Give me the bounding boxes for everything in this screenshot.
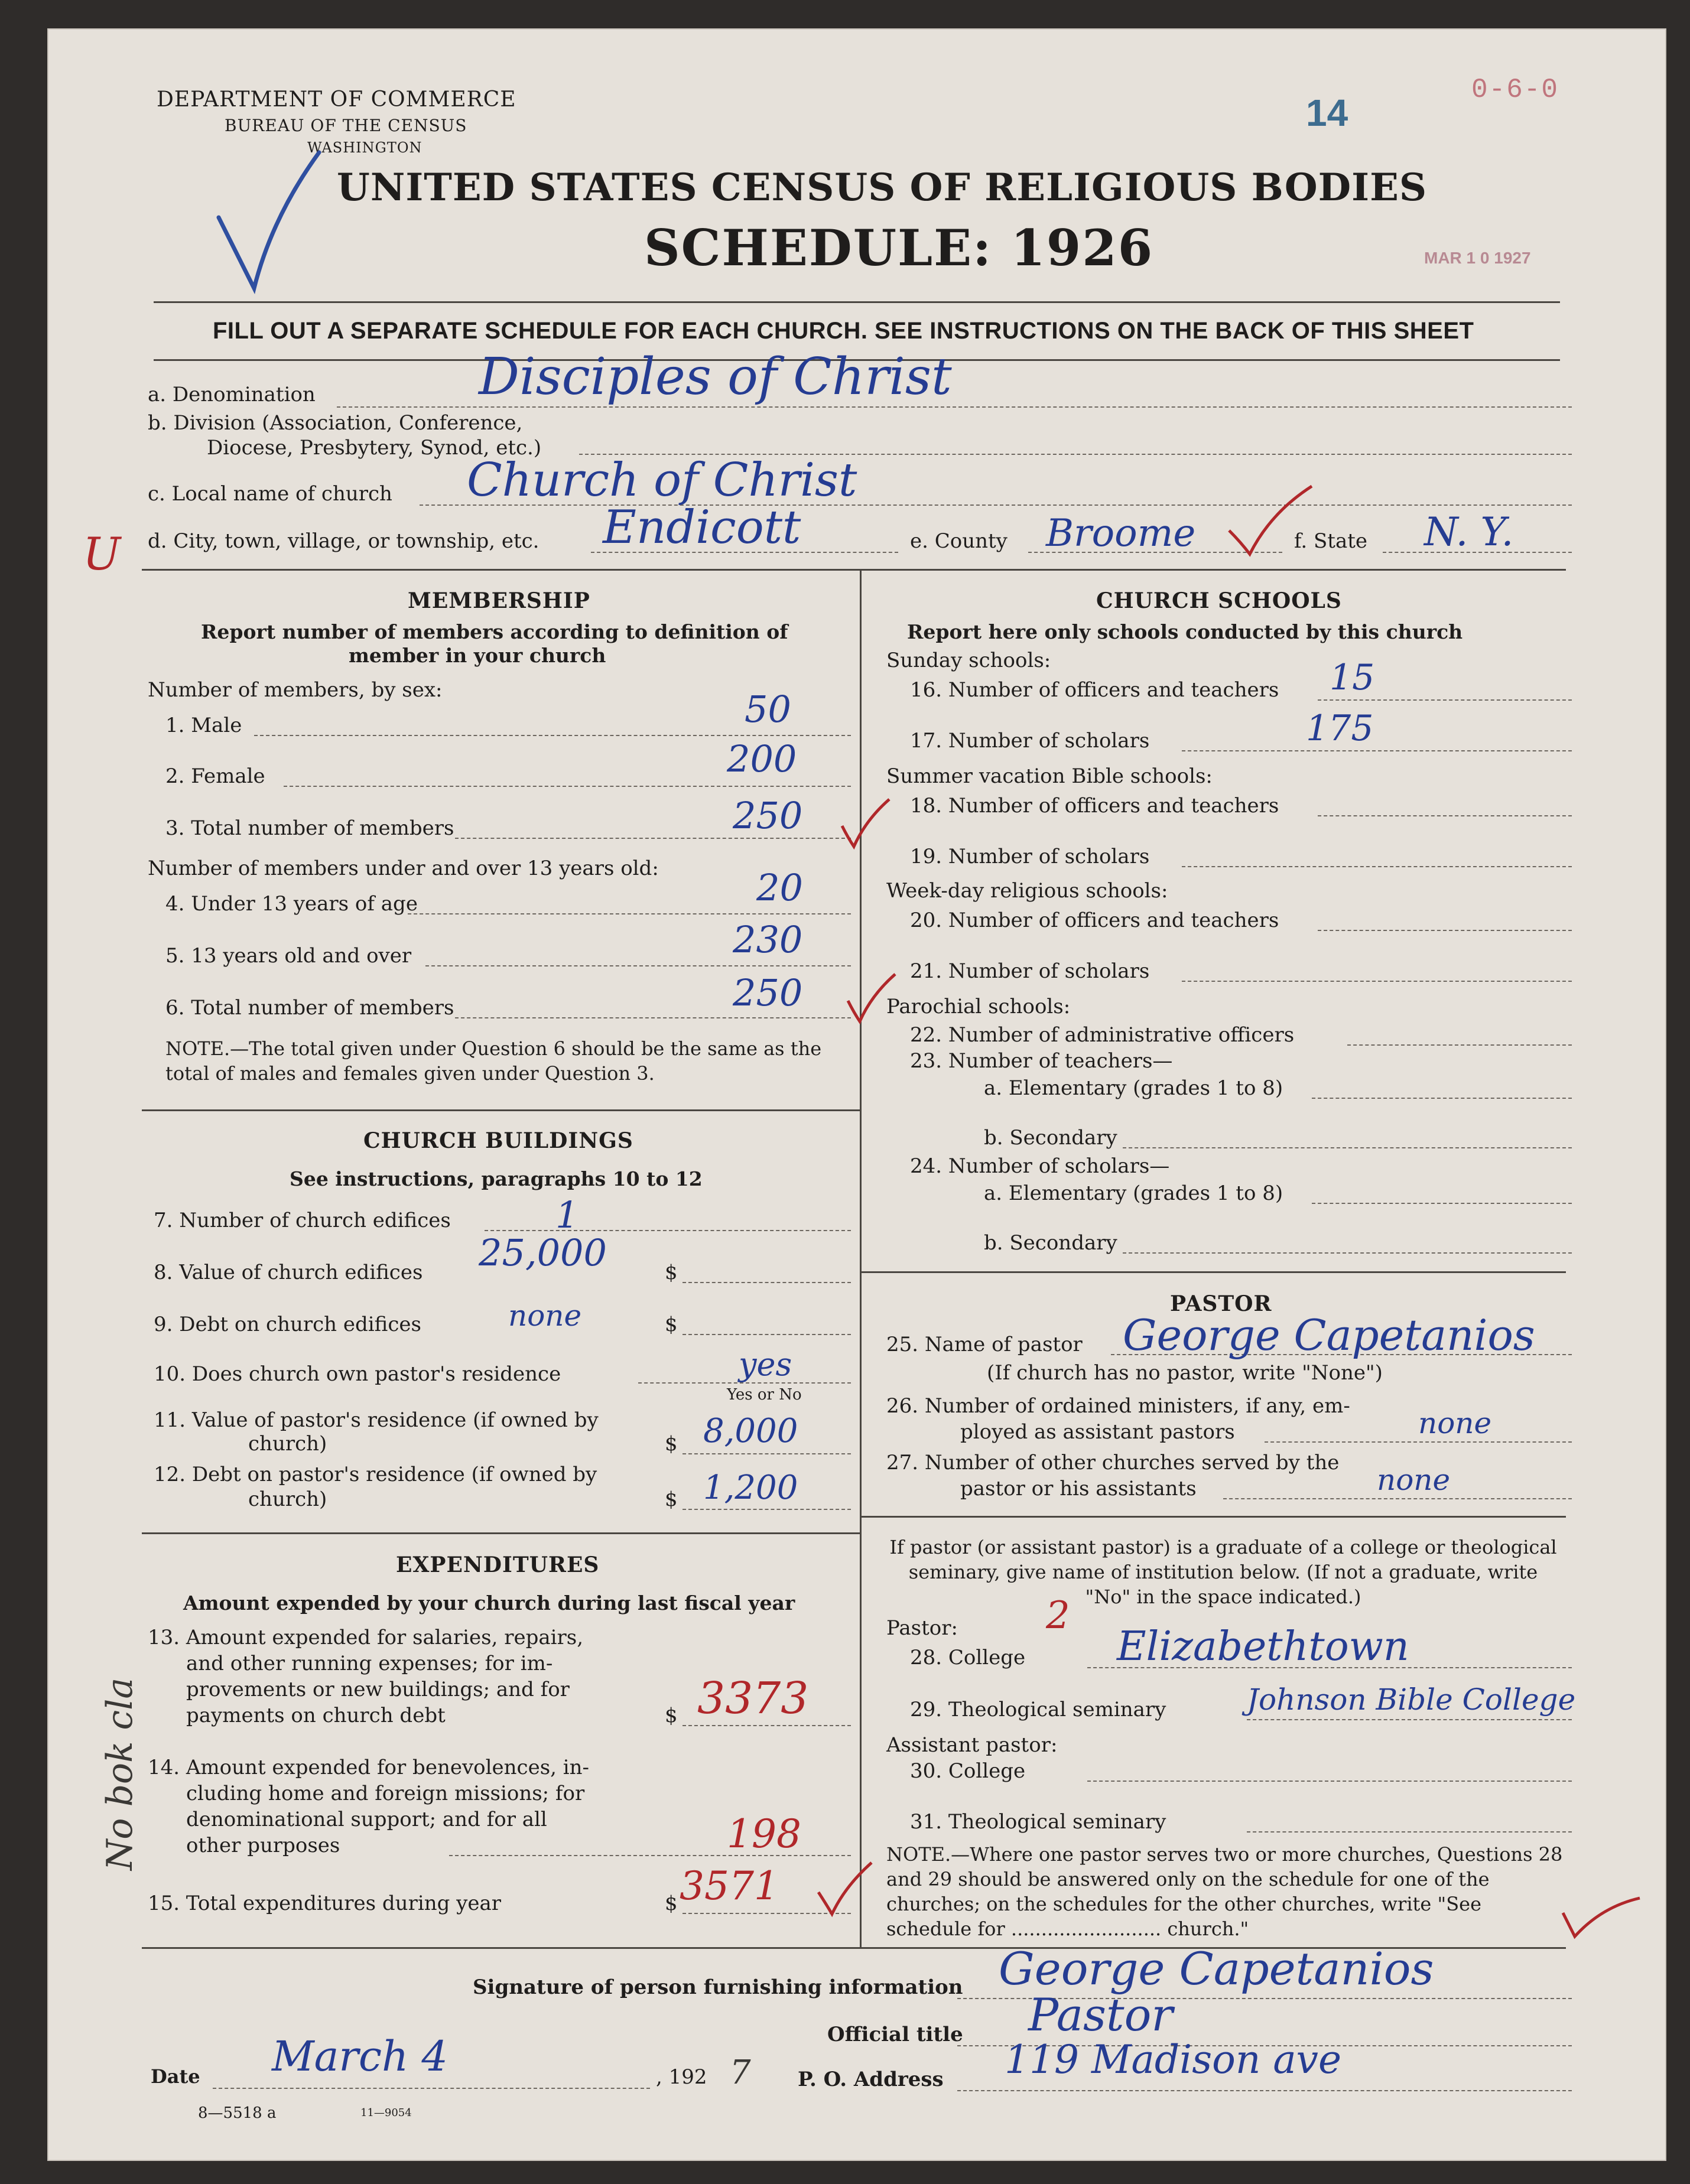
q24b-label: b. Secondary <box>984 1231 1117 1255</box>
header-rule-top <box>154 301 1560 303</box>
pastor-note: NOTE.—Where one pastor serves two or more churches, Questions 28 and 29 should be answered only on the schedule for one of the churches; on the schedules for the other churches, write "See schedule for ......................... church." <box>886 1843 1563 1940</box>
form-number: 8—5518 a <box>198 2104 277 2122</box>
buildings-rule <box>142 1532 860 1534</box>
q15-dollar: $ <box>665 1892 678 1915</box>
county-value[interactable]: Broome <box>1046 512 1196 555</box>
margin-mark: U <box>83 528 121 580</box>
schools-sub: Report here only schools conducted by this church <box>907 620 1463 643</box>
q15-value[interactable]: 3571 <box>680 1863 779 1909</box>
q24-label: 24. Number of scholars— <box>910 1154 1170 1178</box>
date-line <box>213 2088 650 2089</box>
denomination-label: a. Denomination <box>148 383 316 406</box>
q23b-line <box>1123 1147 1572 1148</box>
q27-label-2: pastor or his assistants <box>960 1477 1197 1501</box>
column-divider <box>860 571 862 1947</box>
q24a-line <box>1312 1203 1572 1204</box>
q5-line <box>425 965 851 966</box>
q17-line <box>1182 750 1572 751</box>
q26-label-1: 26. Number of ordained ministers, if any, em- <box>886 1394 1350 1418</box>
q25-value[interactable]: George Capetanios <box>1123 1310 1535 1360</box>
q30-label: 30. College <box>910 1759 1026 1783</box>
q11-dollar: $ <box>665 1432 678 1456</box>
q26-value[interactable]: none <box>1418 1406 1492 1440</box>
buildings-sub: See instructions, paragraphs 10 to 12 <box>290 1167 703 1190</box>
q31-label: 31. Theological seminary <box>910 1810 1166 1834</box>
form-title: UNITED STATES CENSUS OF RELIGIOUS BODIES <box>337 165 1428 210</box>
q24b-line <box>1123 1252 1572 1254</box>
address-label: P. O. Address <box>798 2068 944 2091</box>
q29-value[interactable]: Johnson Bible College <box>1247 1682 1576 1717</box>
members-by-age-label: Number of members under and over 13 years old: <box>148 857 659 880</box>
year-prefix: , 192 <box>656 2065 707 2089</box>
q12-dollar: $ <box>665 1488 678 1511</box>
local-name-label: c. Local name of church <box>148 482 392 506</box>
q31-line <box>1247 1831 1572 1833</box>
q23b-label: b. Secondary <box>984 1126 1117 1150</box>
q1-line <box>254 735 851 736</box>
q23a-line <box>1312 1098 1572 1099</box>
q7-label: 7. Number of church edifices <box>154 1209 451 1232</box>
signature-value[interactable]: George Capetanios <box>999 1942 1434 1995</box>
members-by-sex-label: Number of members, by sex: <box>148 678 443 702</box>
q27-line <box>1223 1498 1572 1499</box>
q20-line <box>1318 930 1572 931</box>
membership-rule <box>142 1109 860 1111</box>
expenditures-margin-note: No bok cla <box>99 1677 141 1871</box>
q13-label-1: 13. Amount expended for salaries, repairs, <box>148 1626 584 1649</box>
print-number: 11—9054 <box>360 2107 412 2119</box>
q21-label: 21. Number of scholars <box>910 959 1150 983</box>
state-value[interactable]: N. Y. <box>1424 509 1514 555</box>
q2-label: 2. Female <box>165 764 265 788</box>
q29-line <box>1247 1719 1572 1720</box>
state-label: f. State <box>1294 529 1367 553</box>
identity-rule <box>142 569 1566 571</box>
official-title-value[interactable]: Pastor <box>1028 1988 1173 2041</box>
date-value[interactable]: March 4 <box>272 2032 448 2081</box>
summer-schools-label: Summer vacation Bible schools: <box>886 764 1213 788</box>
stamp-code: 0-6-0 <box>1471 74 1559 105</box>
q23a-label: a. Elementary (grades 1 to 8) <box>984 1076 1283 1100</box>
membership-note: NOTE.—The total given under Question 6 should be the same as the total of males and females given under Question 3. <box>165 1037 822 1085</box>
denomination-line <box>337 406 1572 408</box>
city-value[interactable]: Endicott <box>603 501 801 554</box>
q18-label: 18. Number of officers and teachers <box>910 794 1279 818</box>
q9-dollar: $ <box>665 1313 678 1336</box>
q6-label: 6. Total number of members <box>165 996 454 1020</box>
address-value[interactable]: 119 Madison ave <box>1005 2037 1342 2082</box>
q16-value[interactable]: 15 <box>1330 657 1375 698</box>
parochial-schools-label: Parochial schools: <box>886 995 1071 1018</box>
membership-heading: MEMBERSHIP <box>408 588 590 613</box>
q14-label-2: cluding home and foreign missions; for <box>186 1782 585 1805</box>
q12-label-2: church) <box>248 1488 327 1511</box>
q14-label-3: denominational support; and for all <box>186 1808 547 1831</box>
q2-value[interactable]: 200 <box>727 737 797 780</box>
q6-value[interactable]: 250 <box>733 971 803 1014</box>
department-heading: DEPARTMENT OF COMMERCE <box>157 87 516 112</box>
assistant-sub-label: Assistant pastor: <box>886 1733 1058 1757</box>
q16-label: 16. Number of officers and teachers <box>910 678 1279 702</box>
q13-label-3: provements or new buildings; and for <box>186 1678 570 1701</box>
q11-line <box>682 1453 851 1454</box>
q12-line <box>682 1509 851 1510</box>
schools-rule <box>862 1271 1566 1273</box>
county-label: e. County <box>910 529 1008 553</box>
q16-line <box>1318 699 1572 701</box>
q15-check-icon <box>815 1860 875 1919</box>
q12-value[interactable]: 1,200 <box>703 1469 798 1507</box>
q23-label: 23. Number of teachers— <box>910 1049 1173 1073</box>
address-line <box>957 2090 1572 2091</box>
q9-line <box>682 1334 851 1335</box>
division-label-2: Diocese, Presbytery, Synod, etc.) <box>207 436 542 460</box>
q18-line <box>1318 815 1572 816</box>
pastor-check-icon <box>1560 1895 1643 1948</box>
q6-line <box>455 1017 851 1018</box>
denomination-value[interactable]: Disciples of Christ <box>479 347 952 406</box>
sunday-schools-label: Sunday schools: <box>886 649 1051 672</box>
q5-value[interactable]: 230 <box>733 918 803 961</box>
q5-label: 5. 13 years old and over <box>165 944 412 968</box>
q1-label: 1. Male <box>165 714 242 737</box>
check-mark-icon <box>207 147 325 300</box>
date-label: Date <box>151 2065 200 2088</box>
buildings-heading: CHURCH BUILDINGS <box>363 1128 633 1153</box>
q19-label: 19. Number of scholars <box>910 845 1150 868</box>
q4-line <box>408 913 851 914</box>
q19-line <box>1182 866 1572 867</box>
q14-label-4: other purposes <box>186 1834 340 1857</box>
q29-label: 29. Theological seminary <box>910 1698 1166 1721</box>
q30-line <box>1087 1781 1572 1782</box>
pastor-mark: 2 <box>1046 1594 1070 1638</box>
schools-heading: CHURCH SCHOOLS <box>1096 588 1342 613</box>
q21-line <box>1182 981 1572 982</box>
q14-label-1: 14. Amount expended for benevolences, in- <box>148 1756 590 1779</box>
expenditures-heading: EXPENDITURES <box>396 1552 600 1577</box>
q3-label: 3. Total number of members <box>165 816 454 840</box>
q10-value[interactable]: yes <box>739 1346 792 1383</box>
q26-label-2: ployed as assistant pastors <box>960 1420 1235 1444</box>
q14-value[interactable]: 198 <box>727 1811 801 1857</box>
q11-value[interactable]: 8,000 <box>703 1412 798 1450</box>
q3-line <box>455 838 851 839</box>
q20-label: 20. Number of officers and teachers <box>910 909 1279 932</box>
membership-sub-1: Report number of members according to definition of <box>201 620 788 643</box>
q27-label-1: 27. Number of other churches served by the <box>886 1451 1340 1475</box>
q26-line <box>1265 1441 1572 1443</box>
q13-value[interactable]: 3373 <box>697 1673 809 1724</box>
q28-label: 28. College <box>910 1646 1026 1669</box>
q8-dollar: $ <box>665 1261 678 1284</box>
q12-label-1: 12. Debt on pastor's residence (if owned by <box>154 1463 597 1486</box>
q15-label: 15. Total expenditures during year <box>148 1892 502 1915</box>
census-schedule-sheet <box>47 28 1666 2161</box>
q7-value[interactable]: 1 <box>555 1193 579 1236</box>
local-name-value[interactable]: Church of Christ <box>467 454 857 507</box>
q13-label-2: and other running expenses; for im- <box>186 1652 553 1675</box>
q8-value[interactable]: 25,000 <box>479 1231 607 1274</box>
q13-label-4: payments on church debt <box>186 1704 446 1727</box>
q25-label: 25. Name of pastor <box>886 1333 1083 1356</box>
official-title-label: Official title <box>827 2023 963 2046</box>
q13-line <box>682 1725 851 1726</box>
bureau-heading: BUREAU OF THE CENSUS <box>225 116 467 135</box>
city-label: d. City, town, village, or township, etc. <box>148 529 540 553</box>
expenditures-sub: Amount expended by your church during last fiscal year <box>183 1591 795 1615</box>
weekday-schools-label: Week-day religious schools: <box>886 879 1168 903</box>
q25-hint: (If church has no pastor, write "None") <box>987 1361 1383 1385</box>
pastor-heading: PASTOR <box>1170 1291 1272 1316</box>
q11-label-2: church) <box>248 1432 327 1456</box>
q17-value[interactable]: 175 <box>1306 708 1374 749</box>
instruction-banner: FILL OUT A SEPARATE SCHEDULE FOR EACH CHURCH. SEE INSTRUCTIONS ON THE BACK OF THIS SHEET <box>213 318 1474 344</box>
q10-label: 10. Does church own pastor's residence <box>154 1362 561 1386</box>
q9-value[interactable]: none <box>508 1298 582 1333</box>
q8-label: 8. Value of church edifices <box>154 1261 423 1284</box>
q24a-label: a. Elementary (grades 1 to 8) <box>984 1181 1283 1205</box>
division-label-1: b. Division (Association, Conference, <box>148 411 523 435</box>
q2-line <box>284 786 851 787</box>
q3-value[interactable]: 250 <box>733 794 803 837</box>
schedule-title: SCHEDULE: 1926 <box>644 219 1154 277</box>
q17-label: 17. Number of scholars <box>910 729 1150 753</box>
q1-value[interactable]: 50 <box>745 688 791 731</box>
graduate-note: If pastor (or assistant pastor) is a graduate of a college or theological seminary, give name of institution below. (If not a graduate, write "No" in the space indicated.) <box>889 1536 1557 1608</box>
pastor-rule <box>862 1516 1566 1518</box>
membership-sub-2: member in your church <box>349 644 606 667</box>
q4-label: 4. Under 13 years of age <box>165 892 418 916</box>
q8-line <box>682 1282 851 1283</box>
q3-check-icon <box>839 796 892 849</box>
q10-hint: Yes or No <box>727 1386 802 1404</box>
q28-value[interactable]: Elizabethtown <box>1117 1623 1409 1670</box>
q22-line <box>1347 1044 1572 1046</box>
q9-label: 9. Debt on church edifices <box>154 1313 421 1336</box>
q27-value[interactable]: none <box>1377 1463 1451 1497</box>
signature-label: Signature of person furnishing information <box>473 1975 963 1999</box>
q22-label: 22. Number of administrative officers <box>910 1023 1295 1047</box>
q11-label-1: 11. Value of pastor's residence (if owned by <box>154 1408 599 1432</box>
pastor-sub-label: Pastor: <box>886 1616 958 1640</box>
year-value[interactable]: 7 <box>730 2053 751 2092</box>
q4-value[interactable]: 20 <box>756 866 803 909</box>
city-heading: WASHINGTON <box>307 139 422 156</box>
stamp-number: 14 <box>1306 92 1348 134</box>
q13-dollar: $ <box>665 1704 678 1727</box>
received-date-stamp: MAR 1 0 1927 <box>1424 249 1531 267</box>
